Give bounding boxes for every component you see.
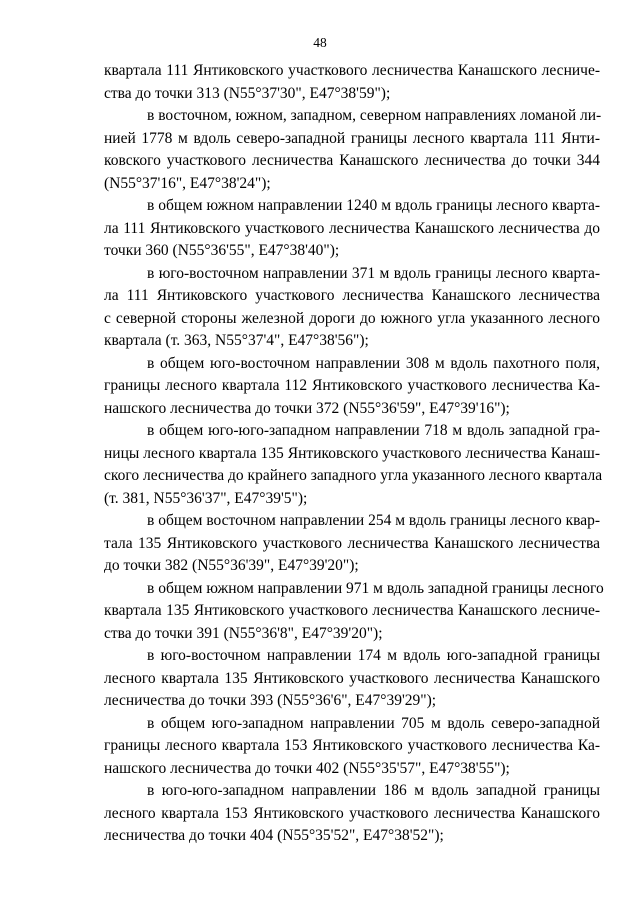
paragraph (104, 263, 600, 353)
paragraph (104, 420, 603, 510)
paragraph (104, 60, 600, 105)
text-line: (N55°37'16", E47°38'24"); (104, 174, 271, 192)
text-line: в общем юго-юго-западном направлении 718 м вдоль западной гра- (147, 422, 600, 439)
text-line: в общем южном направлении 1240 м вдоль границы лесного кварта- (147, 197, 600, 214)
paragraph (104, 105, 600, 195)
text-line: ла 111 Янтиковского участкового лесничества Канашского лесничества до (104, 219, 600, 237)
text-line: ковского участкового лесничества Канашского лесничества до точки 344 (104, 152, 600, 169)
text-line: нашского лесничества до точки 372 (N55°36'59", E47°39'16"); (104, 399, 510, 417)
text-line: границы лесного квартала 153 Янтиковского участкового лесничества Ка- (104, 737, 600, 754)
text-line: в юго-восточном направлении 174 м вдоль юго-западной границы (147, 647, 600, 664)
text-line: в общем восточном направлении 254 м вдоль границы лесного квар- (147, 512, 601, 529)
paragraph (104, 780, 600, 848)
document-body (104, 60, 604, 848)
text-line: лесного квартала 153 Янтиковского участкового лесничества Канашского (104, 804, 600, 822)
text-line: точки 360 (N55°36'55", E47°38'40"); (104, 242, 340, 259)
text-line: в общем юго-западном направлении 705 м вдоль северо-западной (147, 714, 600, 732)
text-line: в восточном, южном, западном, северном направлениях ломаной ли- (147, 107, 602, 124)
paragraph (104, 645, 600, 713)
text-line: границы лесного квартала 112 Янтиковского участкового лесничества Ка- (104, 377, 600, 394)
text-line: квартала (т. 363, N55°37'4", E47°38'56"); (104, 332, 369, 349)
text-line: тала 135 Янтиковского участкового лесничества Канашского лесничества (104, 534, 600, 552)
paragraph (104, 353, 600, 421)
text-line: лесничества до точки 393 (N55°36'6", E47°39'29"); (104, 692, 437, 709)
text-line: в общем южном направлении 971 м вдоль западной границы лесного (147, 579, 604, 597)
text-line: лесничества до точки 404 (N55°35'52", E47°38'52"); (104, 827, 444, 844)
text-line: до точки 382 (N55°36'39", E47°39'20"); (104, 557, 359, 574)
text-line: квартала 111 Янтиковского участкового лесничества Канашского лесниче- (104, 62, 600, 79)
paragraph (104, 578, 604, 646)
text-line: ницы лесного квартала 135 Янтиковского участкового лесничества Канаш- (104, 444, 600, 462)
text-line: нией 1778 м вдоль северо-западной границы лесного квартала 111 Янти- (104, 129, 600, 147)
paragraph (104, 195, 600, 263)
text-line: в общем юго-восточном направлении 308 м вдоль пахотного поля, (147, 354, 600, 372)
text-line: ства до точки 391 (N55°36'8", E47°39'20"); (104, 624, 383, 642)
paragraph (104, 510, 600, 578)
text-line: в юго-юго-западном направлении 186 м вдоль западной границы (147, 782, 600, 799)
text-line: ла 111 Янтиковского участкового лесничества Канашского лесничества (104, 287, 600, 304)
text-line: (т. 381, N55°36'37", E47°39'5"); (104, 489, 308, 507)
text-line: в юго-восточном направлении 371 м вдоль границы лесного кварта- (147, 264, 600, 282)
page-number: 48 (313, 35, 327, 50)
text-line: лесного квартала 135 Янтиковского участкового лесничества Канашского (104, 669, 600, 687)
text-line: ского лесничества до крайнего западного угла указанного лесного квартала (104, 467, 603, 484)
text-line: квартала 135 Янтиковского участкового лесничества Канашского лесниче- (104, 602, 600, 619)
text-line: ства до точки 313 (N55°37'30", E47°38'59"); (104, 84, 391, 102)
text-line: с северной стороны железной дороги до южного угла указанного лесного (104, 309, 600, 327)
text-line: нашского лесничества до точки 402 (N55°35'57", E47°38'55"); (104, 759, 510, 777)
paragraph (104, 713, 600, 781)
